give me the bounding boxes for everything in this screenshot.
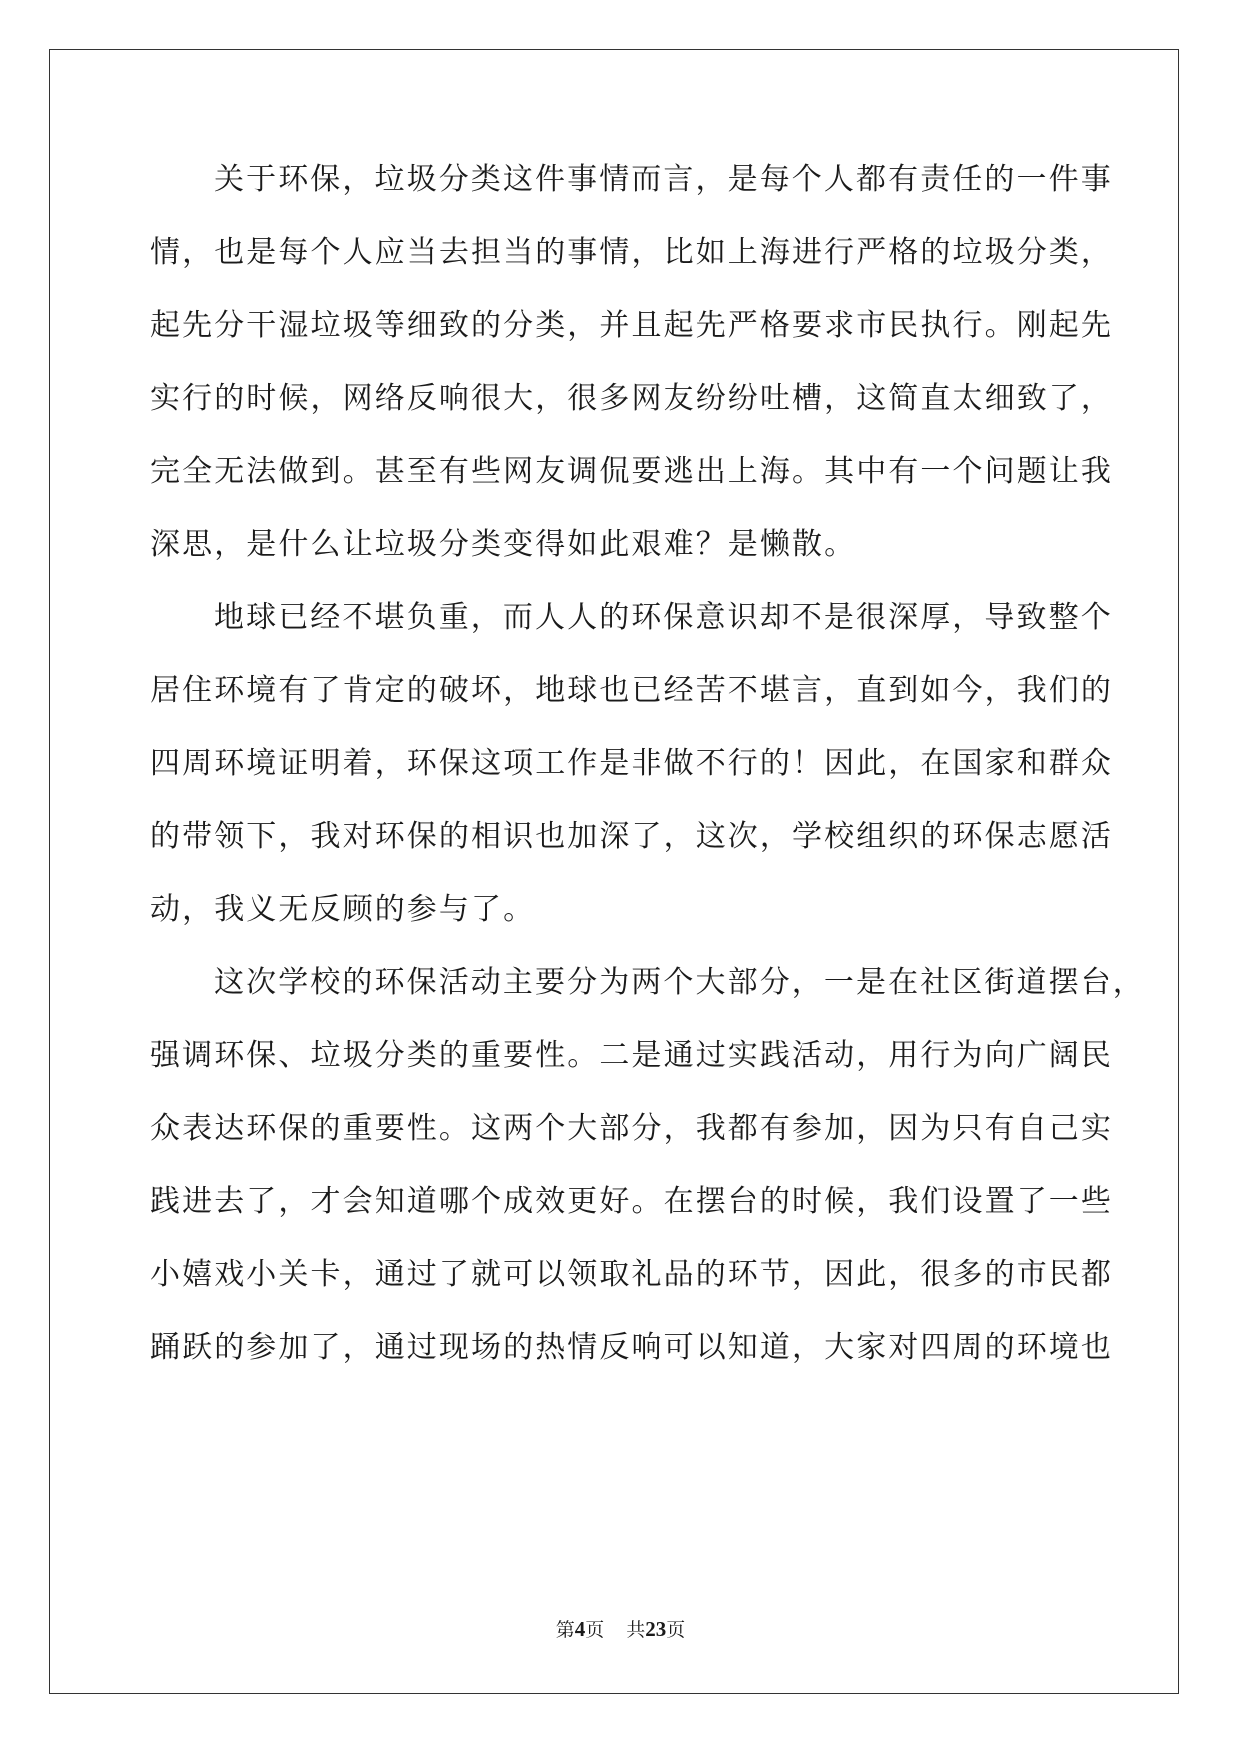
- text-line: 情，也是每个人应当去担当的事情，比如上海进行严格的垃圾分类，: [150, 235, 1113, 270]
- text-line: 小嬉戏小关卡，通过了就可以领取礼品的环节，因此，很多的市民都: [150, 1257, 1113, 1292]
- text-line: 实行的时候，网络反响很大，很多网友纷纷吐槽，这简直太细致了，: [150, 381, 1113, 416]
- text-line: 关于环保，垃圾分类这件事情而言，是每个人都有责任的一件事: [214, 162, 1113, 197]
- footer-total-prefix: 共: [626, 1619, 646, 1641]
- text-line: 践进去了，才会知道哪个成效更好。在摆台的时候，我们设置了一些: [150, 1184, 1113, 1219]
- page-border: [49, 49, 1179, 1694]
- text-line: 这次学校的环保活动主要分为两个大部分，一是在社区街道摆台，: [214, 965, 1145, 1000]
- text-line: 众表达环保的重要性。这两个大部分，我都有参加，因为只有自己实: [150, 1111, 1113, 1146]
- footer-total-suffix: 页: [666, 1619, 686, 1641]
- text-line: 踊跃的参加了，通过现场的热情反响可以知道，大家对四周的环境也: [150, 1330, 1113, 1365]
- text-line: 深思，是什么让垃圾分类变得如此艰难？是懒散。: [150, 527, 857, 562]
- footer-prefix: 第: [555, 1619, 575, 1641]
- text-line: 起先分干湿垃圾等细致的分类，并且起先严格要求市民执行。刚起先: [150, 308, 1113, 343]
- text-line: 强调环保、垃圾分类的重要性。二是通过实践活动，用行为向广阔民: [150, 1038, 1113, 1073]
- footer-page-suffix: 页: [585, 1619, 605, 1641]
- text-line: 地球已经不堪负重，而人人的环保意识却不是很深厚，导致整个: [214, 600, 1113, 635]
- text-line: 四周环境证明着，环保这项工作是非做不行的！因此，在国家和群众: [150, 746, 1113, 781]
- text-line: 的带领下，我对环保的相识也加深了，这次，学校组织的环保志愿活: [150, 819, 1113, 854]
- current-page-number: 4: [574, 1617, 586, 1641]
- page-footer: [0, 1617, 1241, 1642]
- text-line: 居住环境有了肯定的破坏，地球也已经苦不堪言，直到如今，我们的: [150, 673, 1113, 708]
- text-line: 完全无法做到。甚至有些网友调侃要逃出上海。其中有一个问题让我: [150, 454, 1113, 489]
- total-page-count: 23: [645, 1617, 667, 1641]
- text-line: 动，我义无反顾的参与了。: [150, 892, 536, 927]
